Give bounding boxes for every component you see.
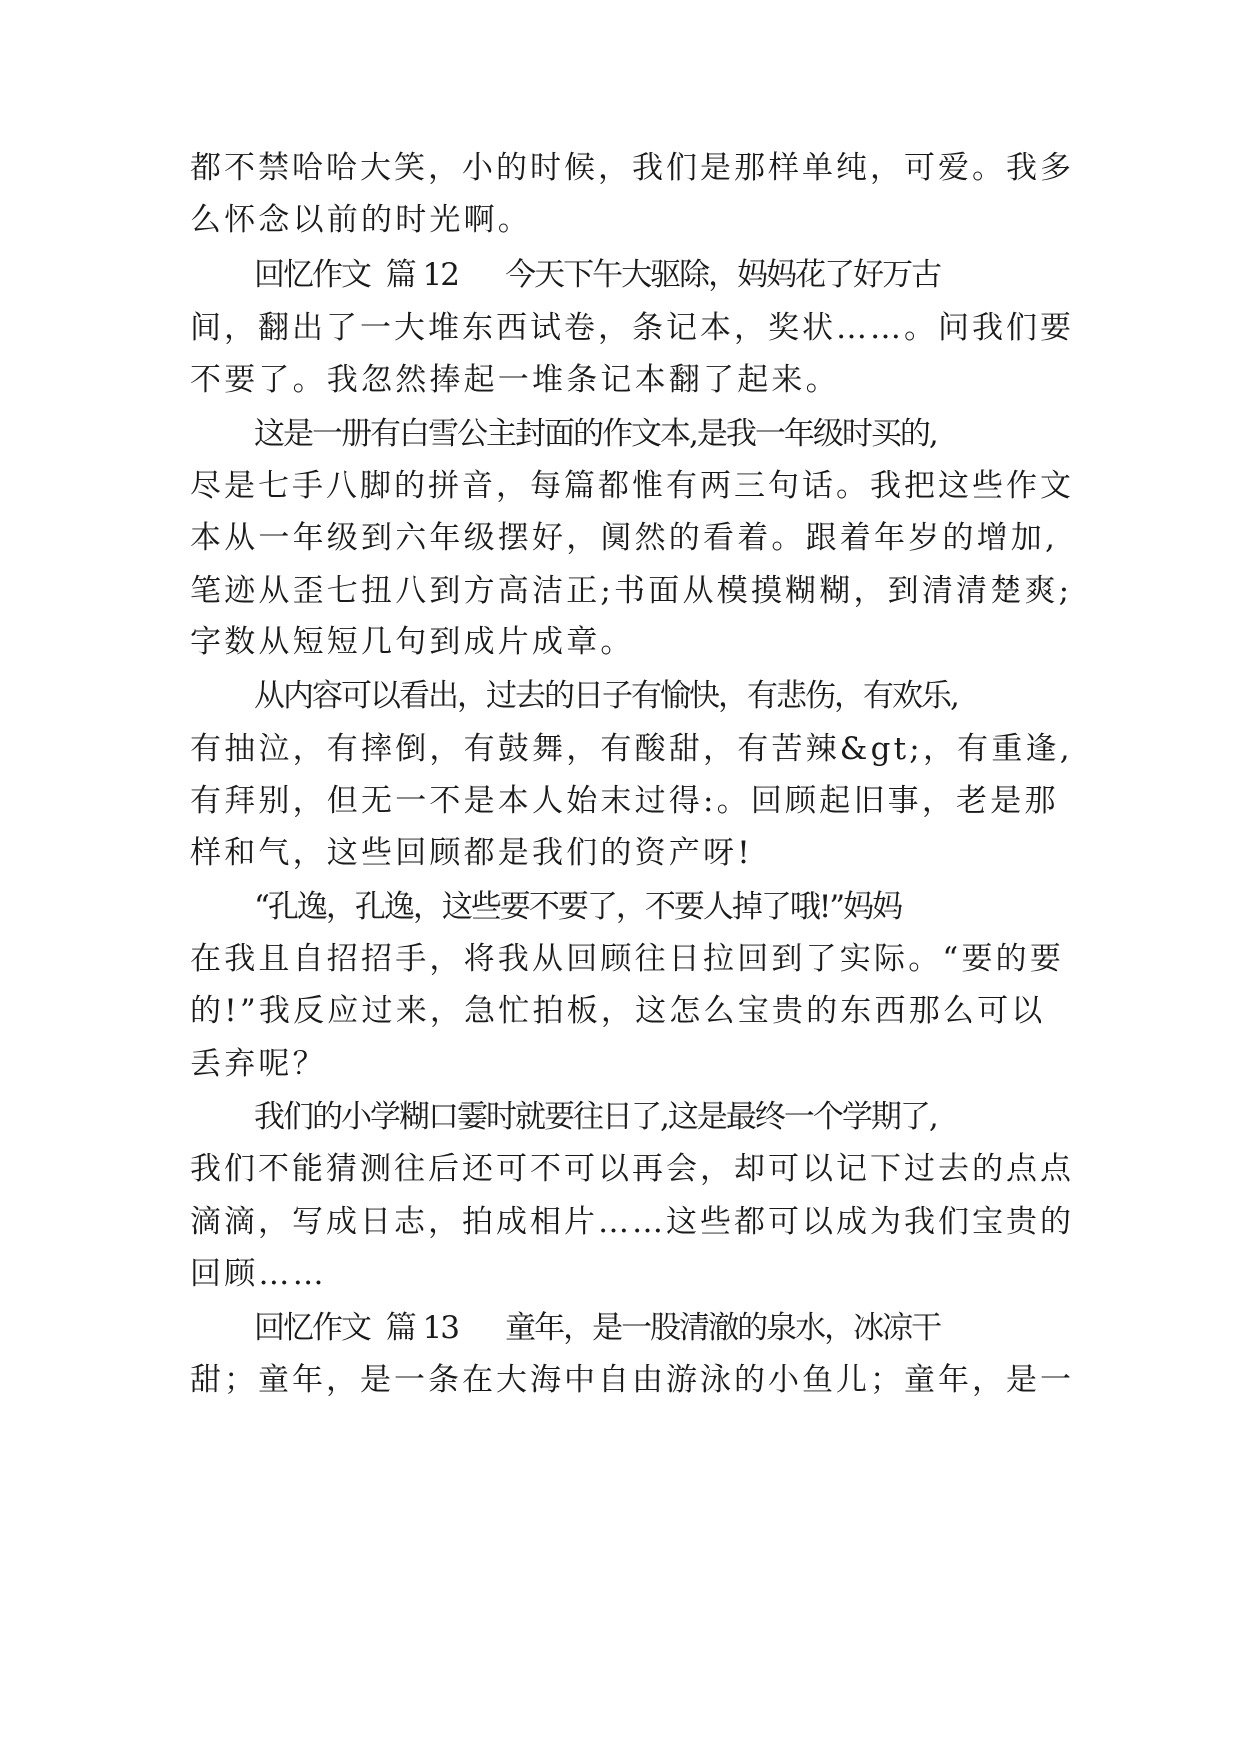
text-line: 我们不能猜测往后还可不可以再会，却可以记下过去的点点 (190, 1151, 1074, 1187)
text-line: 都不禁哈哈大笑，小的时候，我们是那样单纯，可爱。我多 (190, 150, 1074, 186)
text-line: 从内容可以看出，过去的日子有愉快，有悲伤，有欢乐, (254, 678, 958, 714)
text-line: 本从一年级到六年级摆好，阒然的看着。跟着年岁的增加, (190, 520, 1059, 556)
text-line: 丢弃呢？ (190, 1046, 327, 1082)
text-line: 有抽泣，有摔倒，有鼓舞，有酸甜，有苦辣&gt;，有重逢, (190, 731, 1073, 767)
text-line: 这是一册有白雪公主封面的作文本,是我一年级时买的, (254, 416, 937, 452)
text-line: 滴滴，写成日志，拍成相片……这些都可以成为我们宝贵的 (190, 1204, 1074, 1240)
text-line: 的!”我反应过来，急忙拍板，这怎么宝贵的东西那么可以 (190, 993, 1046, 1029)
text-line: 么怀念以前的时光啊。 (190, 202, 532, 238)
text-line: 我们的小学糊口霎时就要往日了,这是最终一个学期了, (254, 1099, 937, 1135)
text-line: 尽是七手八脚的拼音，每篇都惟有两三句话。我把这些作文 (190, 468, 1074, 504)
text-line: 甜；童年，是一条在大海中自由游泳的小鱼儿；童年，是一 (190, 1362, 1074, 1398)
text-line: 字数从短短几句到成片成章。 (190, 624, 635, 660)
text-line: 笔迹从歪七扭八到方高洁正;书面从模摸糊糊，到清清楚爽; (190, 573, 1073, 609)
text-line: 在我且自招招手，将我从回顾往日拉回到了实际。“要的要 (190, 941, 1065, 977)
text-line: “孔逸，孔逸，这些要不要了，不要人掉了哦!”妈妈 (254, 889, 902, 925)
essay-heading-line: 回忆作文 篇 13 童年，是一股清澈的泉水，冰凉干 (254, 1310, 941, 1346)
text-line: 间，翻出了一大堆东西试卷，条记本，奖状……。问我们要 (190, 310, 1074, 346)
text-line: 不要了。我忽然捧起一堆条记本翻了起来。 (190, 362, 840, 398)
essay-heading-line: 回忆作文 篇 12 今天下午大驱除，妈妈花了好万古 (254, 257, 941, 293)
text-line: 样和气，这些回顾都是我们的资产呀! (190, 835, 753, 871)
text-line: 有拜别，但无一不是本人始末过得:。回顾起旧事，老是那 (190, 783, 1059, 819)
text-line: 回顾…… (190, 1256, 327, 1292)
